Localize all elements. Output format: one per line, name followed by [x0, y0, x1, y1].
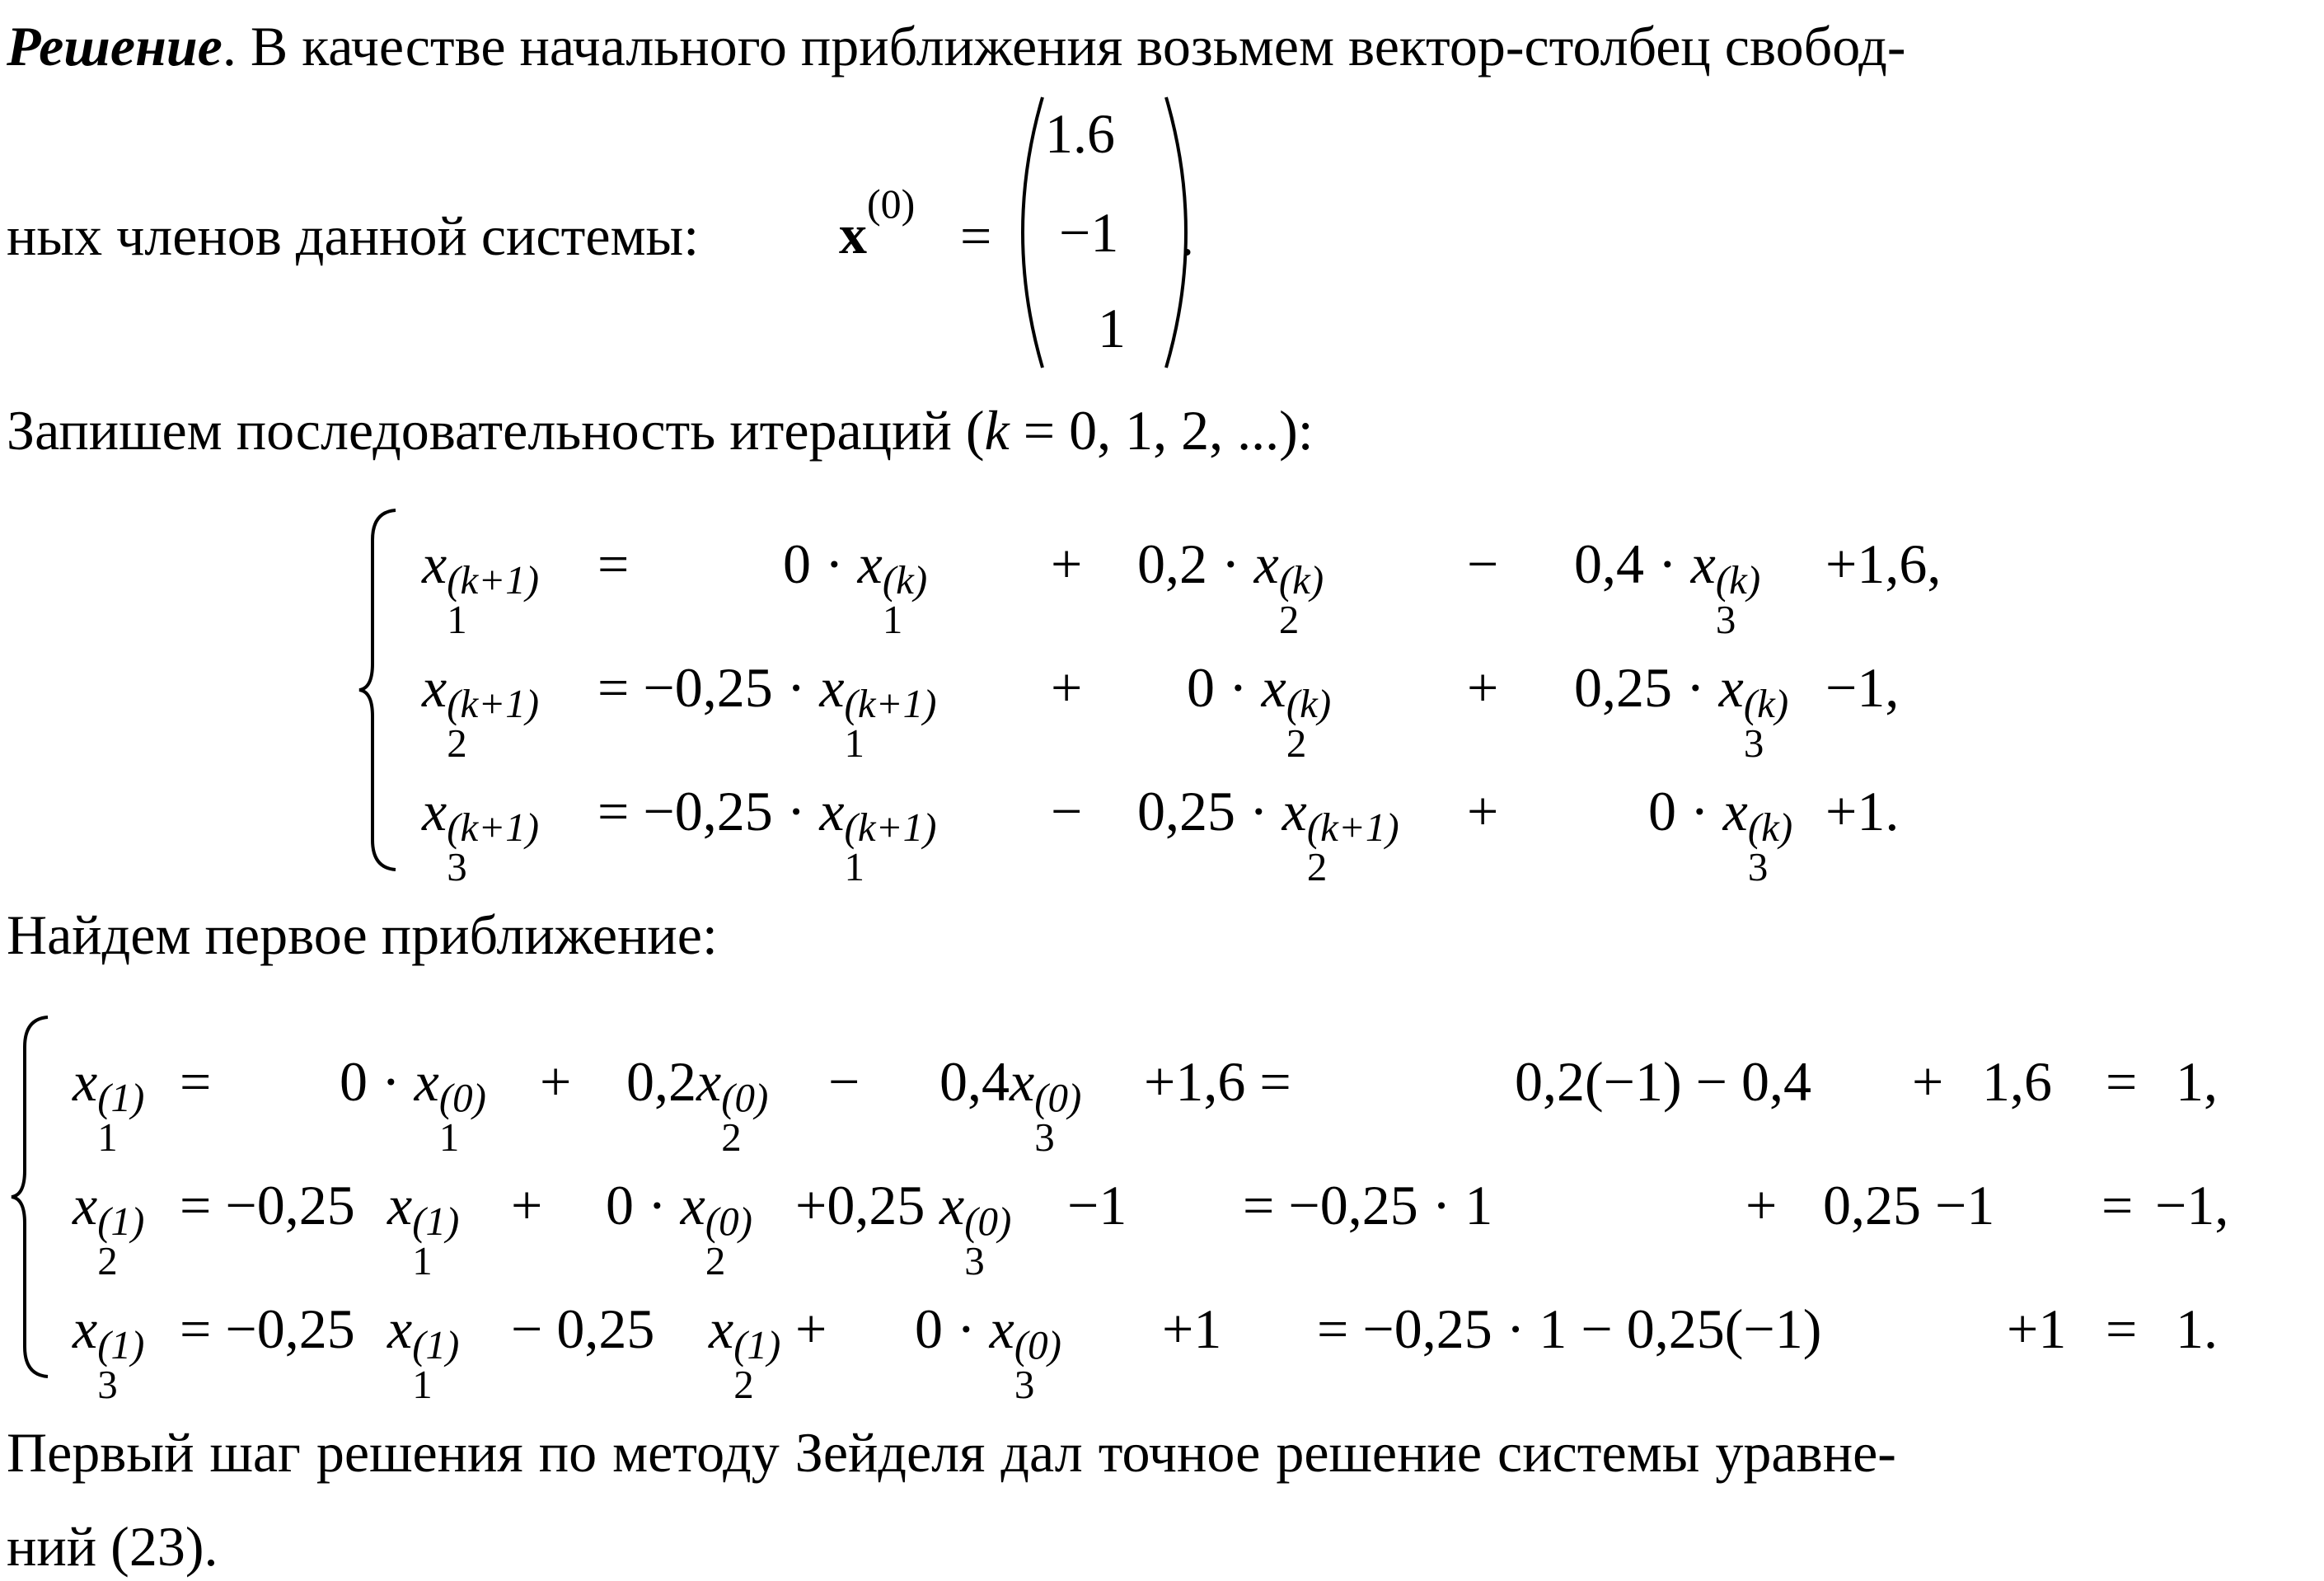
sys2-row1-r4: =: [2106, 1050, 2138, 1113]
sys2-row2-r2: +: [1745, 1174, 1778, 1236]
sys2-row1-t1: 0 · x (0) 1: [340, 1050, 486, 1160]
sys2-row3-o2: +: [795, 1297, 827, 1360]
sys2-row1-t4: +1,6 =: [1144, 1050, 1291, 1113]
sys1-row1-op1: +: [1051, 532, 1083, 595]
sys2-row2-r3: 0,25 −1: [1823, 1174, 1995, 1236]
sys2-row1-eq: =: [180, 1050, 212, 1113]
vector-x0-superscript: (0): [867, 181, 916, 227]
sys2-row1-r1: 0,2(−1) − 0,4: [1515, 1050, 1811, 1113]
sys2-row3-t4: +1: [1162, 1297, 1222, 1360]
sys1-row1-op2: −: [1467, 532, 1499, 595]
sys2-row1-lhs: x (1) 1: [73, 1050, 145, 1160]
sys2-row3-t3: 0 · x (0) 3: [915, 1297, 1061, 1407]
conclusion-line-2: ний (23).: [7, 1515, 218, 1578]
sys1-row2-term2: 0 · x (k) 2: [1187, 656, 1332, 766]
sys2-row3-lhs: x (1) 3: [73, 1297, 145, 1407]
sys2-row2-eq: = −0,25: [180, 1174, 355, 1236]
sys1-row1-tail: +1,6,: [1825, 532, 1942, 595]
sys2-row2-r4: =: [2101, 1174, 2134, 1236]
sys2-row2-o2: +0,25: [795, 1174, 925, 1236]
sys2-row3-t2: x (1) 2: [709, 1297, 781, 1407]
vector-period: .: [1180, 204, 1194, 267]
sys1-row1-lhs: x (k+1) 1: [422, 532, 540, 642]
sys2-row2-t4: −1: [1067, 1174, 1127, 1236]
sys2-row3-t1: x (1) 1: [387, 1297, 460, 1407]
sys2-row1-r3: 1,6: [1982, 1050, 2052, 1113]
sys2-row2-r5: −1,: [2155, 1174, 2229, 1236]
sys2-row1-r2: +: [1912, 1050, 1944, 1113]
solution-heading: Решение: [7, 15, 223, 77]
sys1-row2-term1: = −0,25 · x (k+1) 1: [597, 656, 937, 766]
sys2-row1-t3: 0,4x (0) 3: [939, 1050, 1082, 1160]
sys1-row2-lhs: x (k+1) 2: [422, 656, 540, 766]
sys2-row2-r0: = −0,25 · 1: [1243, 1174, 1493, 1236]
first-approx-label: Найдем первое приближение:: [7, 903, 718, 966]
sys1-row1-term3: 0,4 · x (k) 3: [1574, 532, 1761, 642]
vector-equals: =: [960, 204, 992, 267]
sys2-row3-eq: = −0,25: [180, 1297, 355, 1360]
vector-entry-3: 1: [1098, 297, 1126, 359]
system1-brace: [354, 507, 404, 874]
system2-brace: [7, 1014, 56, 1381]
sys2-row3-r0: = −0,25 · 1 − 0,25(−1): [1317, 1297, 1822, 1360]
intro-line-1: Решение. В качестве начального приближения возьмем вектор-столбец свобод-: [7, 15, 1906, 77]
conclusion-line-1: Первый шаг решения по методу Зейделя дал точное решение системы уравне-: [7, 1421, 1896, 1484]
sys1-row3-term3: 0 · x (k) 3: [1648, 780, 1793, 889]
iteration-intro: Запишем последовательность итераций (k = 0, 1, 2, ...):: [7, 399, 1314, 462]
sys2-row2-lhs: x (1) 2: [73, 1174, 145, 1283]
sys1-row1-term1: 0 · x (k) 1: [783, 532, 928, 642]
sys2-row1-o2: −: [828, 1050, 860, 1113]
sys2-row3-o1: − 0,25: [511, 1297, 655, 1360]
sys1-row1-equals: =: [597, 532, 630, 595]
sys1-row3-term2: 0,25 · x (k+1) 2: [1137, 780, 1399, 889]
sys2-row3-r4: =: [2106, 1297, 2138, 1360]
vector-entry-1: 1.6: [1045, 102, 1115, 165]
sys2-row2-t1: x (1) 1: [387, 1174, 460, 1283]
sys1-row1-term2: 0,2 · x (k) 2: [1137, 532, 1324, 642]
sys2-row3-r5: 1.: [2176, 1297, 2218, 1360]
sys1-row2-op1: +: [1051, 656, 1083, 719]
vector-entry-2: −1: [1059, 201, 1119, 264]
sys1-row3-op2: +: [1467, 780, 1499, 842]
sys1-row2-op2: +: [1467, 656, 1499, 719]
sys2-row2-t3: x (0) 3: [939, 1174, 1012, 1283]
sys2-row1-o1: +: [540, 1050, 572, 1113]
vector-x0-label: x: [839, 203, 867, 265]
sys1-row3-op1: −: [1051, 780, 1083, 842]
sys1-row2-tail: −1,: [1825, 656, 1900, 719]
sys2-row2-t2: 0 · x (0) 2: [606, 1174, 752, 1283]
sys2-row3-r2: +1: [2007, 1297, 2067, 1360]
sys2-row1-r5: 1,: [2176, 1050, 2218, 1113]
sys1-row3-tail: +1.: [1825, 780, 1900, 842]
sys1-row2-term3: 0,25 · x (k) 3: [1574, 656, 1789, 766]
sys1-row3-term1: = −0,25 · x (k+1) 1: [597, 780, 937, 889]
sys2-row2-o1: +: [511, 1174, 543, 1236]
sys1-row3-lhs: x (k+1) 3: [422, 780, 540, 889]
sys2-row1-t2: 0,2x (0) 2: [626, 1050, 769, 1160]
intro-line-2: ных членов данной системы:: [7, 204, 700, 267]
